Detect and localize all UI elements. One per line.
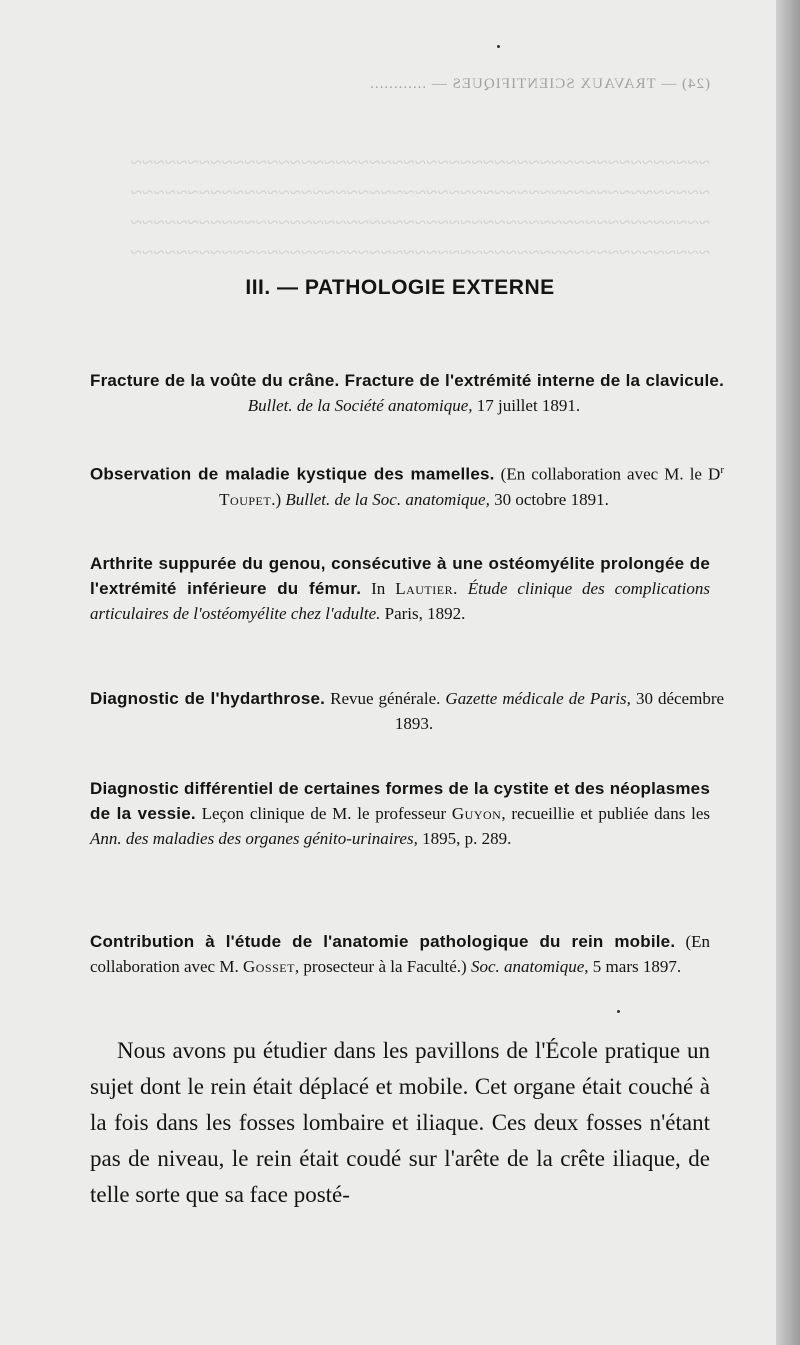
entry-note-sup: r — [720, 464, 724, 476]
bibliography-entry — [90, 368, 724, 418]
entry-title: Diagnostic de l'hydarthrose. — [90, 689, 326, 708]
body-paragraph: Nous avons pu étudier dans les pavillons de l'École pratique un sujet dont le rein était déplacé et mobile. Cet organe était couché à la fois dans les fosses lombaire et iliaque. Ces deux fosses n'étant pas de niveau, le rein était coudé sur l'arête de la crête iliaque, de telle sorte que sa face posté- — [90, 1038, 710, 1207]
entry-journal: Étude clinique des complications articulaires de l'ostéomyélite chez l'adulte. — [90, 579, 710, 623]
entry-author: Guyon — [451, 804, 502, 823]
show-through-text: ~~~~~~~~~~~~~~~~~~~~~~~~~~~~~~~~~~~~~~~~~~~~~~~~~~~ — [130, 150, 710, 174]
bibliography-entry — [90, 776, 710, 851]
speck — [497, 45, 500, 48]
entry-title: Fracture de la voûte du crâne. Fracture de l'extrémité interne de la clavicule. — [90, 371, 724, 390]
section-title: III. — PATHOLOGIE EXTERNE — [245, 276, 555, 299]
speck — [617, 1010, 620, 1013]
entry-title: Contribution à l'étude de l'anatomie pathologique du rein mobile. — [90, 932, 676, 951]
show-through-text: ~~~~~~~~~~~~~~~~~~~~~~~~~~~~~~~~~~~~~~~~~~~~~~~~~~~ — [130, 210, 710, 234]
entry-note-continued: , recueillie et publiée dans les — [501, 804, 710, 823]
entry-note-close: , prosecteur à la Faculté.) — [294, 957, 467, 976]
entry-journal: Bullet. de la Société anatomique, — [247, 396, 473, 415]
entry-date: 5 mars 1897. — [592, 957, 682, 976]
show-through-text: (24) — TRAVAUX SCIENTIFIQUES — ............ — [369, 76, 710, 92]
bibliography-entry — [90, 929, 710, 979]
show-through-text: ~~~~~~~~~~~~~~~~~~~~~~~~~~~~~~~~~~~~~~~~~~~~~~~~~~~ — [130, 180, 710, 204]
entry-date: Paris, 1892. — [384, 604, 466, 623]
page-edge-shadow — [776, 0, 800, 1345]
entry-date: 1895, p. 289. — [422, 829, 512, 848]
entry-note: (En collaboration avec M. le D — [500, 464, 721, 484]
entry-journal: Soc. anatomique, — [470, 957, 589, 976]
entry-journal: Bullet. de la Soc. anatomique, — [285, 489, 490, 509]
entry-note: In — [371, 579, 386, 598]
entry-note-close: .) — [271, 489, 282, 509]
entry-author: Toupet — [219, 489, 272, 509]
entry-title: Arthrite suppurée du genou, consécutive à une ostéomyélite prolongée de l'extrémité inférieure du fémur. — [90, 554, 710, 598]
entry-author: Lautier. — [395, 579, 458, 598]
entry-title: Diagnostic différentiel de certaines formes de la cystite et des néoplasmes de la vessie. — [90, 779, 710, 823]
entry-title: Observation de maladie kystique des mamelles. — [90, 464, 495, 484]
bibliography-entry — [90, 551, 710, 626]
entry-note: (En collaboration avec M. — [90, 932, 711, 976]
bibliography-entry — [90, 458, 724, 512]
show-through-text: ~~~~~~~~~~~~~~~~~~~~~~~~~~~~~~~~~~~~~~~~~~~~~~~~~~~ — [130, 240, 710, 264]
entry-date: 30 décembre 1893. — [394, 689, 725, 733]
entry-date: 30 octobre 1891. — [494, 489, 609, 509]
entry-note: Revue générale. — [330, 689, 441, 708]
bibliography-entry — [90, 686, 724, 736]
entry-author: Gosset — [242, 957, 295, 976]
entry-date: 17 juillet 1891. — [476, 396, 581, 415]
entry-journal: Ann. des maladies des organes génito-urinaires, — [90, 829, 418, 848]
entry-note: Leçon clinique de M. le professeur — [201, 804, 447, 823]
entry-journal: Gazette médicale de Paris, — [445, 689, 631, 708]
